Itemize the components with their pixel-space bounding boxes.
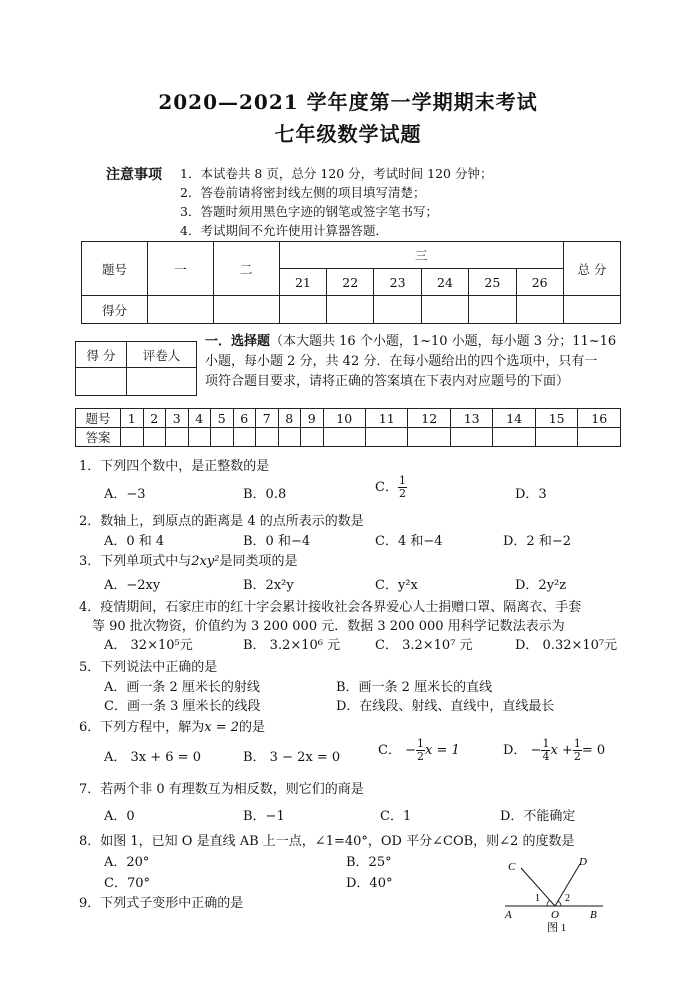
q1-option-b[interactable]: B．0.8 [243, 487, 287, 502]
q3-option-a[interactable]: A．−2xy [104, 578, 161, 593]
answer-table-number: 8 [278, 409, 301, 428]
answer-cell[interactable] [143, 428, 166, 447]
exam-subtitle: 七年级数学试题 [274, 122, 422, 146]
section1-desc: （本大题共 16 个小题，1~10 小题，每小题 3 分；11~16 [270, 334, 617, 349]
q6-d-post: = 0 [581, 743, 606, 758]
answer-cell[interactable] [323, 428, 365, 447]
answer-table-number: 7 [256, 409, 279, 428]
answer-table [75, 408, 621, 447]
answer-cell[interactable] [301, 428, 324, 447]
q3-stem-pre: 3．下列单项式中与 [79, 554, 192, 569]
score-table [81, 241, 621, 324]
answer-cell[interactable] [535, 428, 577, 447]
label-b: B [590, 909, 597, 921]
score-cell[interactable] [279, 296, 326, 324]
answer-cell[interactable] [188, 428, 211, 447]
answer-table-number: 1 [121, 409, 144, 428]
q8-option-a[interactable]: A．20° [104, 855, 150, 870]
score-table-sub: 25 [469, 269, 516, 296]
q6-option-c[interactable] [378, 738, 460, 763]
label-angle-1: 1 [535, 893, 540, 904]
q2-option-a[interactable]: A．0 和 4 [104, 534, 165, 549]
q7-option-a[interactable]: A．0 [104, 809, 135, 824]
answer-cell[interactable] [365, 428, 407, 447]
q4-option-b[interactable]: B． 3.2×10⁶ 元 [243, 638, 341, 653]
q6-stem-math: x = 2 [204, 720, 240, 735]
section1-desc: 项符合题目要求，请将正确的答案填在下表内对应题号的下面） [205, 374, 570, 389]
figure-1-diagram [495, 848, 620, 936]
score-cell[interactable] [469, 296, 516, 324]
question-4-stem-line2: 等 90 批次物资，价值约为 3 200 000 元．数据 3 200 000 用科学记数法表示为 [92, 619, 565, 634]
denominator: 2 [416, 750, 424, 763]
q1-option-c[interactable] [375, 475, 407, 500]
question-6-stem [79, 716, 265, 735]
section1-desc: 小题，每小题 2 分，共 42 分．在每小题给出的四个选项中，只有一 [205, 354, 598, 369]
angle-2-arc [558, 901, 561, 906]
answer-cell[interactable] [121, 428, 144, 447]
denominator: 4 [542, 750, 550, 763]
answer-cell[interactable] [211, 428, 234, 447]
q4-option-d[interactable]: D． 0.32×10⁷元 [515, 638, 618, 653]
numerator: 1 [416, 737, 424, 750]
answer-table-number: 5 [211, 409, 234, 428]
numerator: 1 [398, 474, 406, 487]
q5-option-a[interactable]: A．画一条 2 厘米长的射线 [104, 680, 260, 695]
q1-option-d[interactable]: D．3 [515, 487, 547, 502]
figure-caption: 图 1 [547, 922, 567, 934]
label-d: D [579, 856, 587, 868]
q5-option-c[interactable]: C．画一条 3 厘米长的线段 [104, 699, 261, 714]
q6-option-b[interactable]: B． 3 − 2x = 0 [243, 750, 341, 765]
notice-item: 4．考试期间不允许使用计算器答题． [180, 223, 388, 238]
question-9-stem: 9．下列式子变形中正确的是 [79, 896, 244, 911]
score-cell[interactable] [563, 296, 620, 324]
answer-cell[interactable] [233, 428, 256, 447]
score-table-sub: 26 [516, 269, 563, 296]
angle-1-arc [547, 900, 550, 906]
label-a: A [505, 909, 512, 921]
score-table-defen: 得分 [82, 296, 148, 324]
answer-table-number: 6 [233, 409, 256, 428]
grader-name-cell[interactable] [127, 368, 197, 396]
denominator: 2 [573, 750, 581, 763]
fraction [573, 738, 582, 763]
score-table-sub: 21 [279, 269, 326, 296]
section1-description [205, 332, 625, 392]
score-cell[interactable] [147, 296, 213, 324]
answer-cell[interactable] [408, 428, 450, 447]
answer-cell[interactable] [578, 428, 621, 447]
score-table-col2: 二 [213, 242, 279, 296]
notice-item: 1．本试卷共 8 页，总分 120 分，考试时间 120 分钟； [180, 166, 493, 181]
score-cell[interactable] [374, 296, 421, 324]
score-cell[interactable] [213, 296, 279, 324]
q7-option-c[interactable]: C．1 [380, 809, 412, 824]
answer-cell[interactable] [493, 428, 535, 447]
q5-option-d[interactable]: D．在线段、射线、直线中，直线最长 [336, 699, 555, 714]
label-o: O [551, 909, 559, 921]
q6-c-pre: C． − [378, 743, 416, 758]
question-5-stem: 5．下列说法中正确的是 [79, 660, 218, 675]
score-table-col1: 一 [147, 242, 213, 296]
q8-option-d[interactable]: D．40° [346, 876, 393, 891]
q7-option-d[interactable]: D．不能确定 [500, 809, 576, 824]
question-7-stem: 7．若两个非 0 有理数互为相反数，则它们的商是 [79, 782, 364, 797]
grader-box [75, 341, 197, 396]
q5-option-b[interactable]: B．画一条 2 厘米长的直线 [336, 680, 493, 695]
notice-item: 2．答卷前请将密封线左侧的项目填写清楚； [180, 185, 426, 200]
q3-option-b[interactable]: B．2x²y [243, 578, 294, 593]
q6-d-mid: x + [550, 743, 573, 758]
fraction [398, 475, 407, 500]
answer-table-daan: 答案 [76, 428, 121, 447]
q4-option-c[interactable]: C． 3.2×10⁷ 元 [375, 638, 473, 653]
fraction [416, 738, 425, 763]
score-cell[interactable] [516, 296, 563, 324]
question-3-stem [79, 550, 297, 569]
score-table-sub: 24 [421, 269, 468, 296]
q6-option-d[interactable] [503, 738, 605, 763]
q1-option-a[interactable]: A．−3 [104, 487, 146, 502]
q3-option-c[interactable]: C．y²x [375, 578, 418, 593]
section1-heading: 一．选择题 [205, 334, 271, 349]
q3-option-d[interactable]: D．2y²z [515, 578, 567, 593]
denominator: 2 [398, 487, 406, 500]
answer-table-number: 15 [535, 409, 577, 428]
answer-table-number: 14 [493, 409, 535, 428]
grader-label: 评卷人 [127, 342, 197, 368]
question-8-stem: 8．如图 1，已知 O 是直线 AB 上一点，∠1=40°，OD 平分∠COB，则∠2 的度数是 [79, 834, 575, 849]
q6-option-a[interactable]: A． 3x + 6 = 0 [104, 750, 201, 765]
answer-table-number: 10 [323, 409, 365, 428]
question-1-stem: 1．下列四个数中，是正整数的是 [79, 459, 270, 474]
answer-table-number: 2 [143, 409, 166, 428]
q4-option-a[interactable]: A． 32×10⁵元 [104, 638, 193, 653]
q3-stem-math: 2xy² [191, 554, 220, 569]
answer-cell[interactable] [278, 428, 301, 447]
q6-stem-post: 的是 [239, 720, 266, 735]
answer-cell[interactable] [256, 428, 279, 447]
answer-table-number: 13 [450, 409, 492, 428]
score-table-col3: 三 [279, 242, 563, 269]
score-table-total: 总 分 [563, 242, 620, 296]
q8-option-c[interactable]: C．70° [104, 876, 150, 891]
q2-option-c[interactable]: C．4 和−4 [375, 534, 443, 549]
question-4-stem-line1: 4．疫情期间，石家庄市的红十字会累计接收社会各界爱心人士捐赠口罩、隔离衣、手套 [79, 600, 582, 615]
score-table-sub: 23 [374, 269, 421, 296]
q6-stem-pre: 6．下列方程中，解为 [79, 720, 205, 735]
q3-stem-post: 是同类项的是 [219, 554, 298, 569]
answer-table-tihao: 题号 [76, 409, 121, 428]
score-cell[interactable] [421, 296, 468, 324]
question-2-stem: 2．数轴上，到原点的距离是 4 的点所表示的数是 [79, 514, 364, 529]
q6-d-pre: D． − [503, 743, 542, 758]
notice-item: 3．答题时须用黑色字迹的钢笔或签字笔书写； [180, 204, 438, 219]
label-angle-2: 2 [565, 893, 570, 904]
q6-c-post: x = 1 [424, 743, 460, 758]
score-table-sub: 22 [327, 269, 374, 296]
answer-cell[interactable] [450, 428, 492, 447]
q7-option-b[interactable]: B．−1 [243, 809, 285, 824]
numerator: 1 [542, 737, 550, 750]
q2-option-b[interactable]: B．0 和−4 [243, 534, 311, 549]
numerator: 1 [573, 737, 581, 750]
q1-option-c-label: C． [375, 480, 398, 495]
answer-table-number: 12 [408, 409, 450, 428]
answer-table-number: 11 [365, 409, 407, 428]
label-c: C [508, 861, 516, 873]
answer-table-number: 9 [301, 409, 324, 428]
score-cell[interactable] [327, 296, 374, 324]
grader-score-cell[interactable] [76, 368, 127, 396]
q2-option-d[interactable]: D．2 和−2 [503, 534, 571, 549]
score-table-tihao: 题号 [82, 242, 148, 296]
answer-table-number: 3 [166, 409, 189, 428]
exam-title: 2020—2021 学年度第一学期期末考试 [158, 90, 538, 114]
q8-option-b[interactable]: B．25° [346, 855, 392, 870]
notice-list [180, 164, 492, 240]
answer-table-number: 4 [188, 409, 211, 428]
notice-label: 注意事项 [106, 167, 162, 183]
answer-table-number: 16 [578, 409, 621, 428]
answer-cell[interactable] [166, 428, 189, 447]
grader-score-label: 得 分 [76, 342, 127, 368]
